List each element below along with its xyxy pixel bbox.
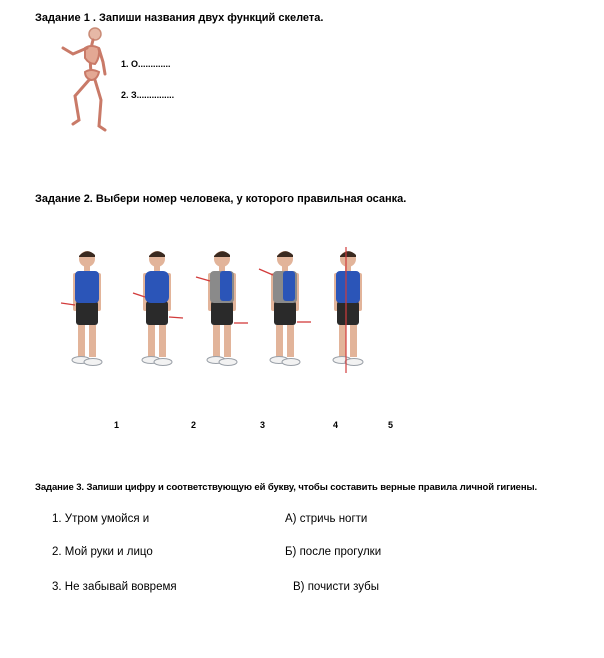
- person-number-3: 3: [260, 420, 266, 430]
- task1-title: Задание 1 . Запиши названия двух функций скелета.: [35, 12, 324, 24]
- task2-title: Задание 2. Выбери номер человека, у которого правильная осанка.: [35, 193, 407, 205]
- task1-answer-line-1: 1. О.............: [121, 59, 171, 69]
- rule-right-c: В) почисти зубы: [293, 581, 379, 593]
- rule-left-2: 2. Мой руки и лицо: [52, 546, 153, 558]
- task1-answer-line-2: 2. З...............: [121, 90, 175, 100]
- skeleton-image: [45, 24, 120, 136]
- rule-right-b: Б) после прогулки: [285, 546, 382, 558]
- person-number-1: 1: [114, 420, 120, 430]
- posture-image: [55, 245, 375, 375]
- rule-left-3: 3. Не забывай вовремя: [52, 581, 177, 593]
- person-number-5: 5: [388, 420, 394, 430]
- person-number-4: 4: [333, 420, 339, 430]
- rule-right-a: А) стричь ногти: [285, 513, 368, 525]
- rule-left-1: 1. Утром умойся и: [52, 513, 150, 525]
- task3-title: Задание 3. Запиши цифру и соответствующую ей букву, чтобы составить верные правила личной гигиены.: [35, 482, 538, 493]
- person-number-2: 2: [191, 420, 197, 430]
